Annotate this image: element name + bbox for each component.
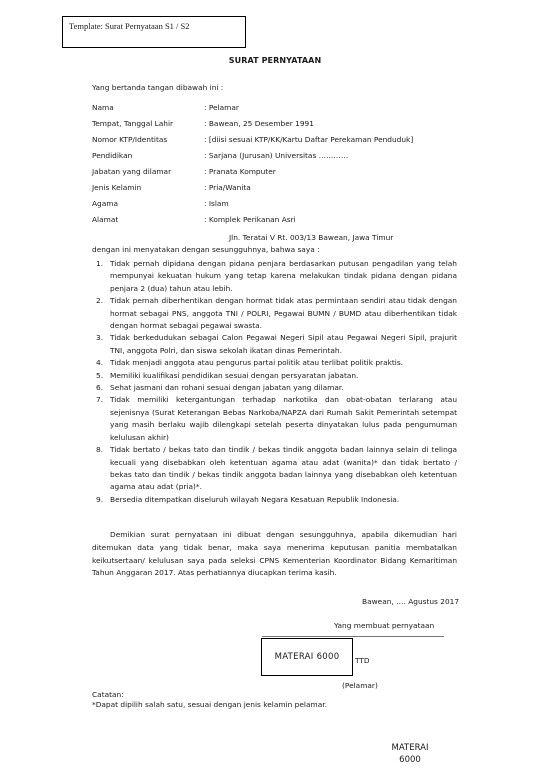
field-value: : Komplek Perikanan Asri	[204, 215, 296, 224]
declaration-item	[92, 370, 457, 382]
item-number: 3.	[96, 333, 104, 343]
item-number: 2.	[96, 296, 104, 306]
item-number: 4.	[96, 358, 104, 368]
note-text: *Dapat dipilih salah satu, sesuai dengan jenis kelamin pelamar.	[92, 700, 327, 709]
signature-line	[262, 636, 444, 637]
declaration-item	[92, 357, 457, 369]
field-label: Nomor KTP/Identitas	[92, 135, 168, 144]
declaration-item	[92, 332, 457, 357]
item-text: Tidak pernah diberhentikan dengan hormat tidak atas permintaan sendiri atau tidak dengan hormat sebagai PNS, anggota TNI / POLRI, Pegawai BUMN / BUMD atau diberhentikan tidak dengan hormat sebagai pegawai swasta.	[110, 296, 457, 331]
item-number: 8.	[96, 445, 104, 455]
materai-stamp-box	[261, 638, 353, 676]
field-label: Pendidikan	[92, 151, 133, 160]
item-text: Memiliki kualifikasi pendidikan sesuai dengan persyaratan jabatan.	[110, 370, 359, 380]
document-title: SURAT PERNYATAAN	[228, 56, 322, 65]
item-text: Bersedia ditempatkan diseluruh wilayah Negara Kesatuan Republik Indonesia.	[110, 494, 400, 504]
item-number: 6.	[96, 383, 104, 393]
field-label: Agama	[92, 199, 119, 208]
item-number: 9.	[96, 494, 104, 504]
item-text: Tidak pernah dipidana dengan pidana penjara berdasarkan putusan pengadilan yang telah mempunyai kekuatan hukum yang tetap karena melakukan tindak pidana dengan pidana penjara 2 (dua) tahun atau lebih.	[110, 259, 457, 293]
field-value: : Sarjana (Jurusan) Universitas …………	[204, 151, 349, 160]
item-number: 7.	[96, 395, 104, 405]
field-label: Nama	[92, 103, 114, 112]
template-label-box	[62, 16, 246, 48]
field-label: Tempat, Tanggal Lahir	[92, 119, 174, 128]
field-value: : Bawean, 25 Desember 1991	[204, 119, 314, 128]
template-label: Template: Surat Pernyataan S1 / S2	[69, 21, 190, 31]
item-text: Sehat jasmani dan rohani sesuai dengan jabatan yang dilamar.	[110, 383, 344, 393]
ttd-label: TTD	[355, 656, 370, 665]
field-value: : [diisi sesuai KTP/KK/Kartu Daftar Perekaman Penduduk]	[204, 135, 414, 144]
item-text: Tidak memiliki ketergantungan terhadap narkotika dan obat-obatan terlarang atau sejenisnya (Surat Keterangan Bebas Narkoba/NAPZA dari Rumah Sakit Pemerintah setempat yang masih berlaku wajib dilengkapi setelah peserta dinyatakan lulus pada pengumuman kelulusan akhir)	[110, 395, 457, 442]
closing-paragraph: Demikian surat pernyataan ini dibuat dengan sesungguhnya, apabila dikemudian hari ditemukan data yang tidak benar, maka saya menerima keputusan panitia membatalkan keikutsertaan/ kelulusan saya pada seleksi CPNS Kementerian Koordinator Bidang Kemaritiman Tahun Anggaran 2017. Atas perhatiannya diucapkan terima kasih.	[92, 530, 457, 578]
item-text: Tidak berkedudukan sebagai Calon Pegawai Negeri Sipil atau Pegawai Negeri Sipil, prajurit TNI, anggota Polri, dan siswa sekolah ikatan dinas Pemerintah.	[110, 333, 457, 355]
declaration-item	[92, 258, 457, 295]
field-label: Jenis Kelamin	[92, 183, 142, 192]
item-text: Tidak menjadi anggota atau pengurus partai politik atau terlibat politik praktis.	[110, 358, 404, 368]
field-label: Alamat	[92, 215, 119, 224]
field-label: Jabatan yang dilamar	[92, 167, 172, 176]
intro-text: Yang bertanda tangan dibawah ini :	[92, 83, 224, 92]
signer-name: (Pelamar)	[342, 681, 378, 690]
signer-title: Yang membuat pernyataan	[334, 621, 435, 630]
catatan-label: Catatan:	[92, 690, 124, 699]
item-text: Tidak bertato / bekas tato dan tindik / bekas tindik anggota badan lainnya selain di telinga kecuali yang disebabkan oleh ketentuan agama atau adat (wanita)* dan tidak bertato / bekas tato dan tindik / bekas tindik anggota badan lainnya yang disebabkan oleh ketentuan agama atau adat (pria)*.	[110, 445, 457, 492]
date-line: Bawean, …. Agustus 2017	[362, 597, 460, 606]
declaration-item	[92, 295, 457, 332]
field-value: : Islam	[204, 199, 229, 208]
item-number: 1.	[96, 259, 104, 268]
declaration-item	[92, 494, 457, 506]
item-number: 5.	[96, 370, 104, 380]
footer-materai: MATERAI 6000	[391, 743, 429, 765]
field-value: : Pria/Wanita	[204, 183, 251, 192]
declaration-item	[92, 382, 457, 394]
field-value: : Pelamar	[204, 103, 239, 112]
declaration-intro: dengan ini menyatakan dengan sesungguhnya, bahwa saya :	[92, 245, 320, 254]
materai-stamp-label: MATERAI 6000	[274, 652, 340, 662]
declaration-list	[92, 258, 457, 506]
declaration-item	[92, 444, 457, 494]
address-line-2: Jln. Teratai V Rt. 003/13 Bawean, Jawa Timur	[229, 233, 394, 242]
field-value: : Pranata Komputer	[204, 167, 276, 176]
declaration-item	[92, 394, 457, 444]
